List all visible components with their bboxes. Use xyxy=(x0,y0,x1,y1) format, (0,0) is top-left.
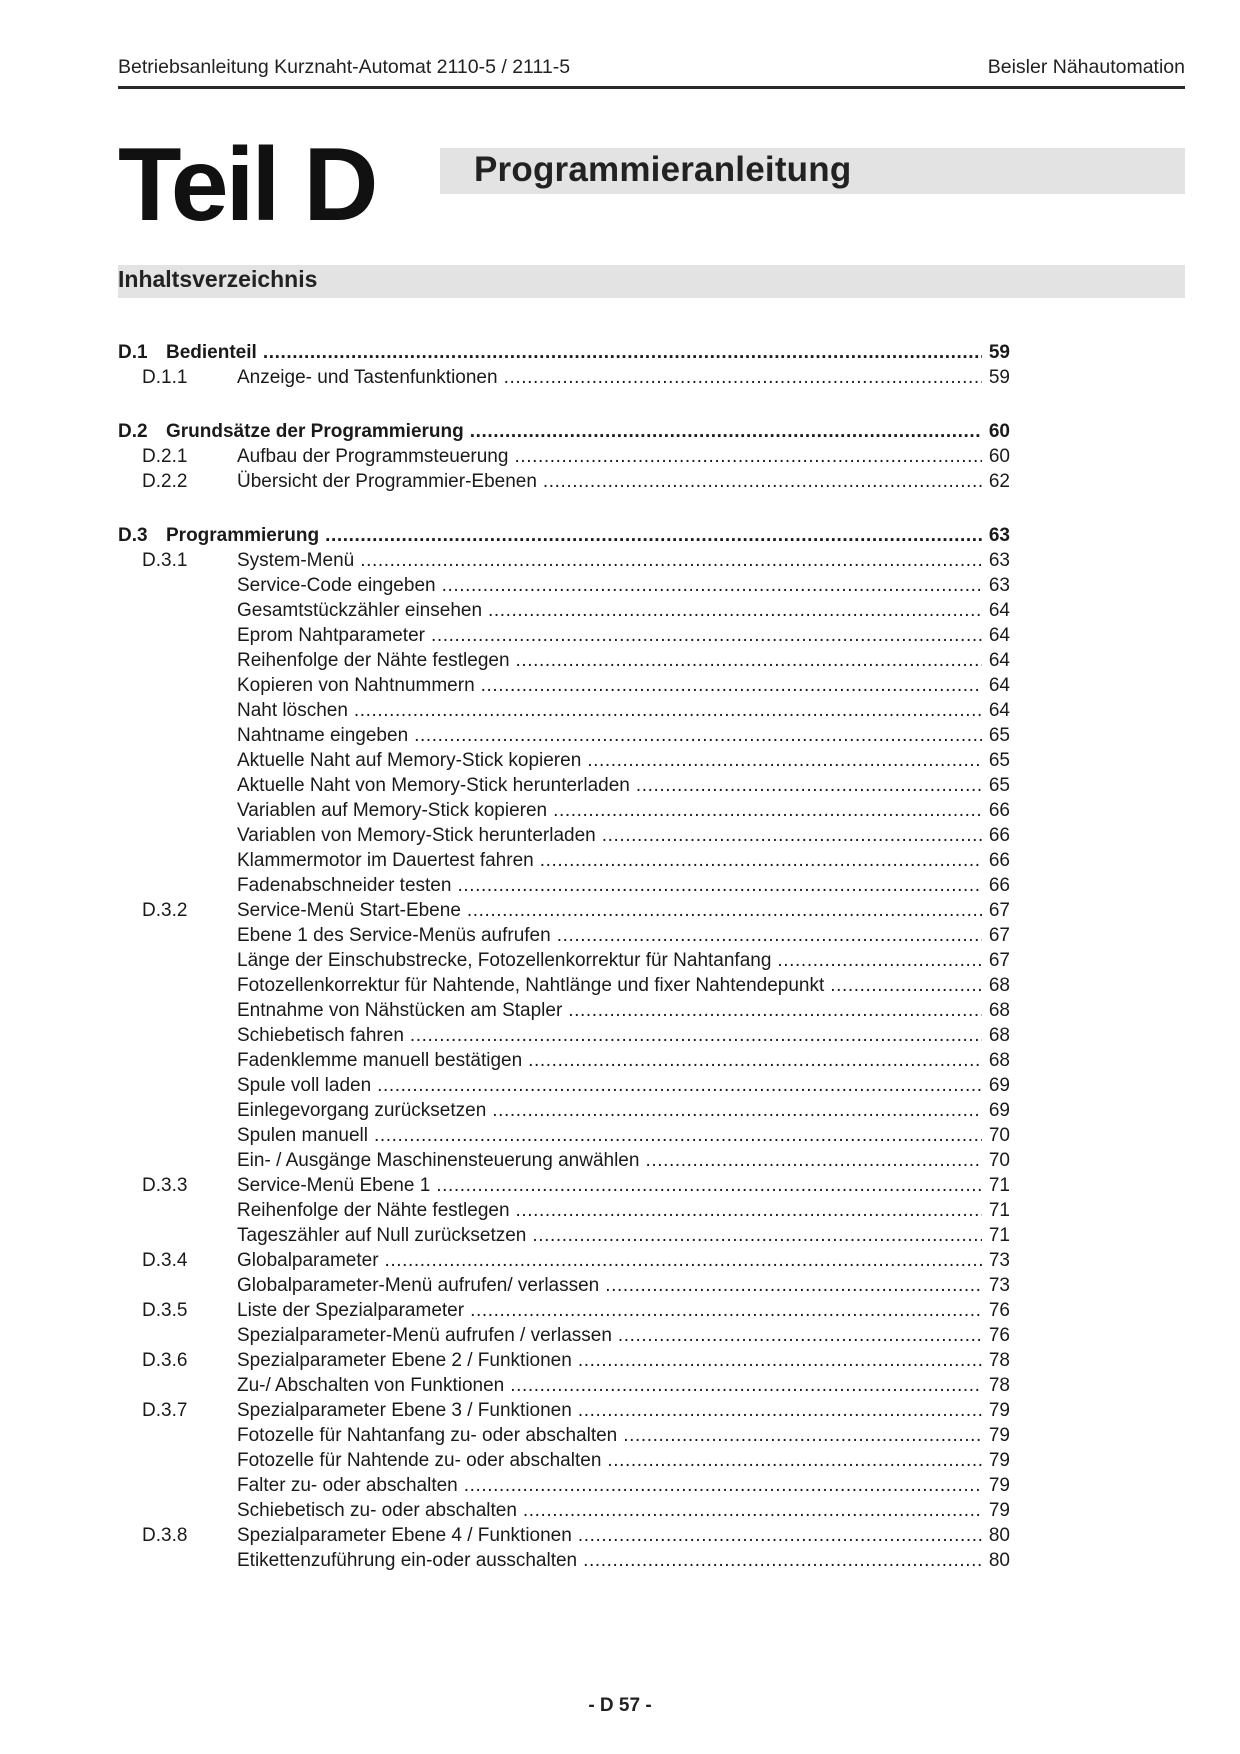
toc-leader-dots xyxy=(777,948,982,973)
part-title: Teil D xyxy=(118,127,376,243)
toc-entry-label: Variablen auf Memory-Stick kopieren xyxy=(237,800,548,821)
toc-entry xyxy=(118,1298,1010,1323)
toc-leader-dots xyxy=(623,1423,982,1448)
toc-entry-label: Tageszähler auf Null zurücksetzen xyxy=(237,1225,527,1246)
toc-entry xyxy=(118,365,1010,390)
running-header-right: Beisler Nähautomation xyxy=(987,56,1185,78)
toc-entry-label: Reihenfolge der Nähte festlegen xyxy=(237,1200,510,1221)
toc-leader-dots xyxy=(470,1298,982,1323)
toc-leader-dots xyxy=(528,1048,982,1073)
toc-entry-label: Service-Code eingeben xyxy=(237,575,436,596)
toc-leader-dots xyxy=(578,1348,982,1373)
toc-entry-page: 66 xyxy=(988,825,1010,846)
toc-entry-page: 80 xyxy=(988,1550,1010,1571)
toc-entry xyxy=(118,848,1010,873)
toc-entry xyxy=(118,998,1010,1023)
toc-entry-page: 70 xyxy=(988,1125,1010,1146)
toc-leader-dots xyxy=(374,1123,982,1148)
toc-entry-label: Spezialparameter Ebene 4 / Funktionen xyxy=(237,1525,572,1546)
toc-entry-page: 62 xyxy=(988,471,1010,492)
toc-entry-page: 63 xyxy=(988,550,1010,571)
toc-entry-label: Fadenklemme manuell bestätigen xyxy=(237,1050,523,1071)
toc-entry-label: Globalparameter-Menü aufrufen/ verlassen xyxy=(237,1275,600,1296)
toc-entry-label: Eprom Nahtparameter xyxy=(237,625,425,646)
toc-leader-dots xyxy=(636,773,982,798)
toc-entry xyxy=(118,923,1010,948)
toc-leader-dots xyxy=(514,444,982,469)
toc-leader-dots xyxy=(481,673,982,698)
toc-leader-dots xyxy=(464,1473,982,1498)
toc-entry xyxy=(118,1148,1010,1173)
toc-entry xyxy=(118,469,1010,494)
toc-entry-page: 63 xyxy=(988,525,1010,546)
toc-entry xyxy=(118,1173,1010,1198)
toc-entry xyxy=(118,1373,1010,1398)
toc-entry xyxy=(118,1223,1010,1248)
toc-entry-label: System-Menü xyxy=(237,550,355,571)
toc-entry xyxy=(118,1523,1010,1548)
toc-entry xyxy=(118,340,1010,365)
part-subtitle: Programmieranleitung xyxy=(474,150,852,189)
toc-entry xyxy=(118,1123,1010,1148)
toc-entry xyxy=(118,444,1010,469)
toc-entry-page: 71 xyxy=(988,1225,1010,1246)
toc-leader-dots xyxy=(442,573,982,598)
toc-entry xyxy=(118,1348,1010,1373)
toc-entry-label: Ein- / Ausgänge Maschinensteuerung anwählen xyxy=(237,1150,640,1171)
toc-entry xyxy=(118,1323,1010,1348)
toc-entry-label: Aktuelle Naht auf Memory-Stick kopieren xyxy=(237,750,582,771)
toc-entry-number: D.3.6 xyxy=(142,1350,188,1371)
toc-leader-dots xyxy=(410,1023,982,1048)
toc-leader-dots xyxy=(354,698,982,723)
toc-leader-dots xyxy=(605,1273,982,1298)
toc-leader-dots xyxy=(516,648,982,673)
toc-entry-label: Naht löschen xyxy=(237,700,348,721)
page-number: - D 57 - xyxy=(588,1695,652,1716)
toc-leader-dots xyxy=(516,1198,982,1223)
toc-entry-label: Nahtname eingeben xyxy=(237,725,409,746)
toc-entry-label: Spezialparameter Ebene 2 / Funktionen xyxy=(237,1350,572,1371)
running-header-left: Betriebsanleitung Kurznaht-Automat 2110-5 / 2111-5 xyxy=(118,56,571,78)
toc-leader-dots xyxy=(543,469,982,494)
toc-entry-label: Schiebetisch fahren xyxy=(237,1025,404,1046)
toc-entry-label: Fotozelle für Nahtanfang zu- oder abschalten xyxy=(237,1425,618,1446)
toc-entry-label: Länge der Einschubstrecke, Fotozellenkorrektur für Nahtanfang xyxy=(237,950,772,971)
toc-leader-dots xyxy=(578,1398,982,1423)
toc-entry xyxy=(118,1248,1010,1273)
toc-heading: Inhaltsverzeichnis xyxy=(118,266,318,292)
toc-entry-page: 78 xyxy=(988,1350,1010,1371)
toc-entry xyxy=(118,898,1010,923)
header-rule xyxy=(118,86,1185,89)
toc-entry-number: D.3.3 xyxy=(142,1175,188,1196)
toc-entry-number: D.3.7 xyxy=(142,1400,188,1421)
toc-entry-label: Aufbau der Programmsteuerung xyxy=(237,446,509,467)
toc-entry-page: 79 xyxy=(988,1450,1010,1471)
toc-entry xyxy=(118,1498,1010,1523)
toc-entry xyxy=(118,798,1010,823)
toc-entry xyxy=(118,648,1010,673)
toc-entry-label: Service-Menü Start-Ebene xyxy=(237,900,461,921)
toc-leader-dots xyxy=(583,1548,982,1573)
toc-entry xyxy=(118,1423,1010,1448)
toc-leader-dots xyxy=(540,848,982,873)
toc-entry-label: Globalparameter xyxy=(237,1250,379,1271)
toc-entry-page: 64 xyxy=(988,600,1010,621)
toc-entry-page: 65 xyxy=(988,775,1010,796)
toc-entry-page: 67 xyxy=(988,925,1010,946)
toc-entry-page: 73 xyxy=(988,1275,1010,1296)
toc-entry xyxy=(118,673,1010,698)
toc-leader-dots xyxy=(587,748,982,773)
toc-leader-dots xyxy=(504,365,982,390)
toc-entry-page: 69 xyxy=(988,1100,1010,1121)
toc-entry xyxy=(118,823,1010,848)
toc-entry-number: D.3.1 xyxy=(142,550,188,571)
toc-entry-page: 78 xyxy=(988,1375,1010,1396)
toc-entry-label: Etikettenzuführung ein-oder ausschalten xyxy=(237,1550,578,1571)
toc-entry xyxy=(118,748,1010,773)
toc-entry-page: 66 xyxy=(988,800,1010,821)
toc-entry-page: 80 xyxy=(988,1525,1010,1546)
toc-entry-label: Programmierung xyxy=(166,525,320,546)
toc-entry xyxy=(118,948,1010,973)
toc-entry xyxy=(118,1473,1010,1498)
toc-leader-dots xyxy=(568,998,982,1023)
toc-entry-number: D.2.1 xyxy=(142,446,188,467)
toc-leader-dots xyxy=(492,1098,982,1123)
toc-entry xyxy=(118,873,1010,898)
toc-entry-page: 65 xyxy=(988,725,1010,746)
toc-leader-dots xyxy=(414,723,982,748)
toc-entry-page: 59 xyxy=(988,367,1010,388)
toc-entry-page: 68 xyxy=(988,1025,1010,1046)
toc-leader-dots xyxy=(607,1448,982,1473)
toc-entry-page: 69 xyxy=(988,1075,1010,1096)
toc-leader-dots xyxy=(602,823,982,848)
toc-entry-page: 68 xyxy=(988,1050,1010,1071)
toc-leader-dots xyxy=(263,340,982,365)
toc-entry xyxy=(118,1273,1010,1298)
toc-entry-label: Anzeige- und Tastenfunktionen xyxy=(237,367,498,388)
toc-entry-label: Kopieren von Nahtnummern xyxy=(237,675,475,696)
toc-leader-dots xyxy=(470,419,982,444)
toc-entry xyxy=(118,1548,1010,1573)
toc-leader-dots xyxy=(645,1148,982,1173)
toc-leader-dots xyxy=(488,598,982,623)
toc-entry-label: Fotozellenkorrektur für Nahtende, Nahtlänge und fixer Nahtendepunkt xyxy=(237,975,825,996)
toc-entry-page: 70 xyxy=(988,1150,1010,1171)
toc-leader-dots xyxy=(360,548,982,573)
toc-entry-page: 66 xyxy=(988,875,1010,896)
toc-entry-page: 67 xyxy=(988,900,1010,921)
toc-entry-page: 66 xyxy=(988,850,1010,871)
toc-leader-dots xyxy=(618,1323,982,1348)
toc-entry-label: Falter zu- oder abschalten xyxy=(237,1475,458,1496)
toc-entry-label: Variablen von Memory-Stick herunterladen xyxy=(237,825,596,846)
toc-entry-label: Service-Menü Ebene 1 xyxy=(237,1175,431,1196)
toc-entry-label: Spezialparameter Ebene 3 / Funktionen xyxy=(237,1400,572,1421)
toc-entry-label: Spezialparameter-Menü aufrufen / verlassen xyxy=(237,1325,612,1346)
toc-leader-dots xyxy=(431,623,982,648)
toc-entry-page: 68 xyxy=(988,975,1010,996)
toc-entry-number: D.3.8 xyxy=(142,1525,188,1546)
toc-entry-label: Spulen manuell xyxy=(237,1125,368,1146)
toc-entry-label: Zu-/ Abschalten von Funktionen xyxy=(237,1375,505,1396)
toc-entry-page: 64 xyxy=(988,650,1010,671)
toc-entry xyxy=(118,973,1010,998)
toc-leader-dots xyxy=(457,873,982,898)
toc-entry-page: 71 xyxy=(988,1175,1010,1196)
toc-leader-dots xyxy=(377,1073,982,1098)
toc-entry xyxy=(118,573,1010,598)
toc-entry-page: 79 xyxy=(988,1425,1010,1446)
toc-entry-label: Ebene 1 des Service-Menüs aufrufen xyxy=(237,925,551,946)
toc-entry-number: D.2 xyxy=(118,421,148,442)
toc-leader-dots xyxy=(467,898,982,923)
toc-entry-page: 60 xyxy=(988,446,1010,467)
toc-entry-page: 79 xyxy=(988,1500,1010,1521)
toc-entry xyxy=(118,1098,1010,1123)
toc-entry-number: D.3 xyxy=(118,525,148,546)
toc-entry-page: 64 xyxy=(988,675,1010,696)
toc-leader-dots xyxy=(510,1373,982,1398)
toc-entry-label: Fotozelle für Nahtende zu- oder abschalten xyxy=(237,1450,602,1471)
toc-entry-number: D.1 xyxy=(118,342,148,363)
toc-entry-page: 76 xyxy=(988,1325,1010,1346)
toc-entry xyxy=(118,1023,1010,1048)
toc-leader-dots xyxy=(578,1523,982,1548)
toc-entry xyxy=(118,1198,1010,1223)
toc-entry xyxy=(118,1073,1010,1098)
toc-leader-dots xyxy=(385,1248,982,1273)
toc-entry-label: Liste der Spezialparameter xyxy=(237,1300,465,1321)
toc-entry-number: D.1.1 xyxy=(142,367,188,388)
toc-entry xyxy=(118,1448,1010,1473)
toc-leader-dots xyxy=(436,1173,982,1198)
toc-leader-dots xyxy=(532,1223,982,1248)
toc-entry-page: 79 xyxy=(988,1400,1010,1421)
toc-leader-dots xyxy=(523,1498,982,1523)
toc-entry-label: Übersicht der Programmier-Ebenen xyxy=(237,471,537,492)
toc-entry-label: Einlegevorgang zurücksetzen xyxy=(237,1100,487,1121)
toc-entry-label: Aktuelle Naht von Memory-Stick herunterladen xyxy=(237,775,630,796)
toc-leader-dots xyxy=(553,798,982,823)
toc-entry-page: 65 xyxy=(988,750,1010,771)
toc-entry-number: D.3.2 xyxy=(142,900,188,921)
toc-entry xyxy=(118,1048,1010,1073)
toc-entry-page: 64 xyxy=(988,700,1010,721)
toc-entry-label: Reihenfolge der Nähte festlegen xyxy=(237,650,510,671)
toc-entry xyxy=(118,548,1010,573)
toc-entry-number: D.2.2 xyxy=(142,471,188,492)
toc-leader-dots xyxy=(325,523,982,548)
toc-entry-page: 79 xyxy=(988,1475,1010,1496)
toc-entry-label: Spule voll laden xyxy=(237,1075,372,1096)
toc-leader-dots xyxy=(557,923,982,948)
toc-entry-page: 76 xyxy=(988,1300,1010,1321)
toc-entry-label: Schiebetisch zu- oder abschalten xyxy=(237,1500,517,1521)
table-of-contents xyxy=(118,340,1010,1573)
toc-entry xyxy=(118,523,1010,548)
toc-entry-page: 68 xyxy=(988,1000,1010,1021)
toc-entry-page: 67 xyxy=(988,950,1010,971)
toc-entry-label: Bedienteil xyxy=(166,342,257,363)
toc-entry xyxy=(118,723,1010,748)
toc-entry-page: 60 xyxy=(988,421,1010,442)
toc-entry-number: D.3.5 xyxy=(142,1300,188,1321)
toc-entry-label: Entnahme von Nähstücken am Stapler xyxy=(237,1000,563,1021)
toc-entry-page: 63 xyxy=(988,575,1010,596)
toc-entry xyxy=(118,773,1010,798)
toc-entry-label: Grundsätze der Programmierung xyxy=(166,421,464,442)
toc-entry xyxy=(118,623,1010,648)
toc-entry xyxy=(118,698,1010,723)
toc-entry xyxy=(118,1398,1010,1423)
toc-leader-dots xyxy=(830,973,982,998)
toc-entry-label: Klammermotor im Dauertest fahren xyxy=(237,850,534,871)
toc-entry-label: Fadenabschneider testen xyxy=(237,875,452,896)
toc-entry-page: 73 xyxy=(988,1250,1010,1271)
toc-entry xyxy=(118,598,1010,623)
toc-entry xyxy=(118,419,1010,444)
toc-entry-page: 59 xyxy=(988,342,1010,363)
toc-entry-page: 64 xyxy=(988,625,1010,646)
toc-entry-page: 71 xyxy=(988,1200,1010,1221)
toc-entry-label: Gesamtstückzähler einsehen xyxy=(237,600,483,621)
toc-entry-number: D.3.4 xyxy=(142,1250,188,1271)
